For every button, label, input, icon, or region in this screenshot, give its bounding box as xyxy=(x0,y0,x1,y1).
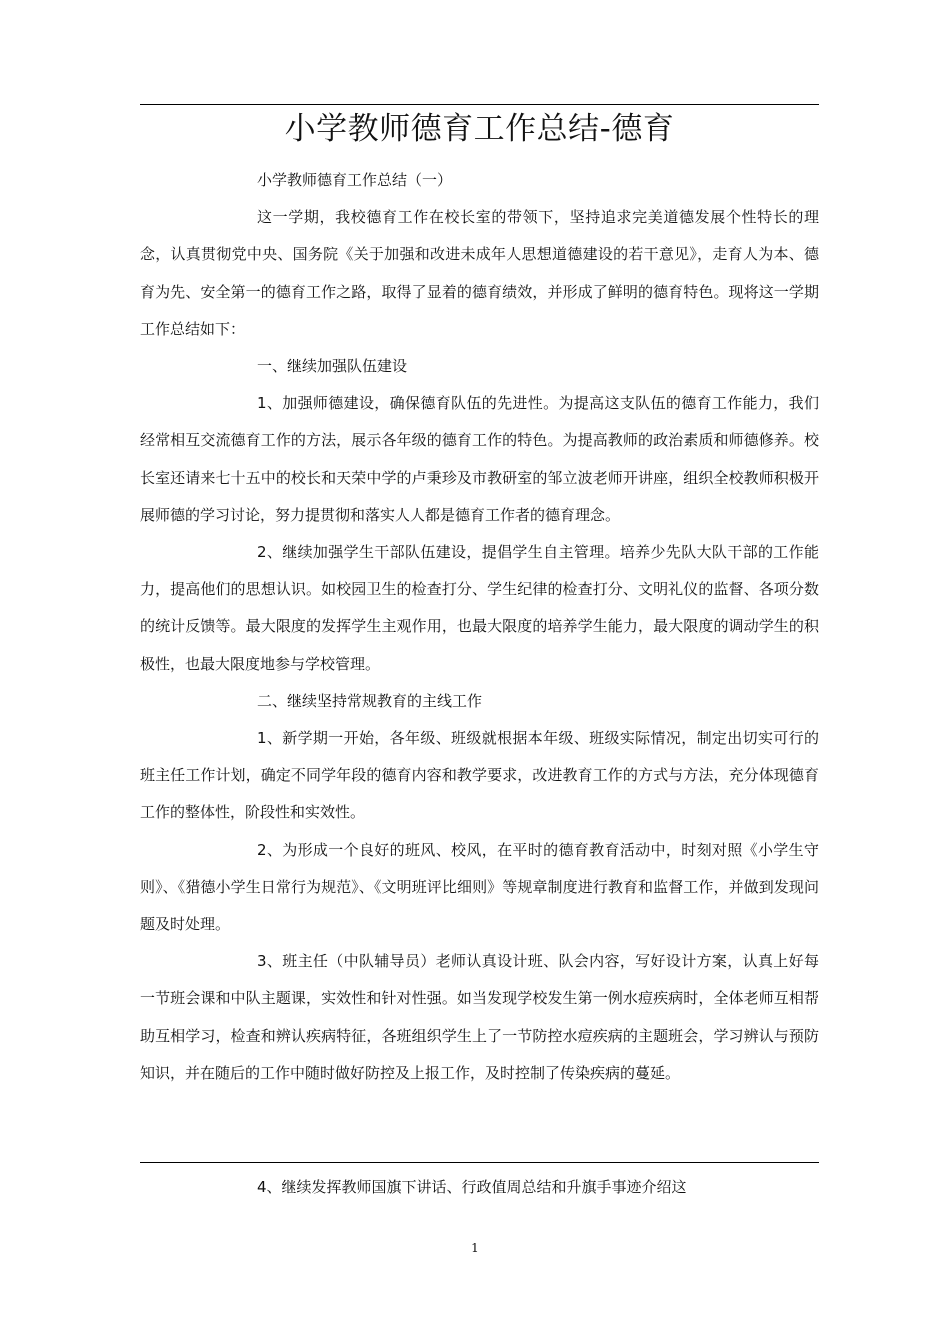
subtitle-paragraph: 小学教师德育工作总结（一） xyxy=(257,171,453,189)
footer-rule xyxy=(140,1162,819,1163)
body-paragraph: 1、新学期一开始，各年级、班级就根据本年级、班级实际情况，制定出切实可行的班主任工作计划，确定不同学年段的德育内容和教学要求，改进教育工作的方式与方法，充分体现德育工作的整体性，阶段性和实效性。 xyxy=(140,729,819,822)
body-paragraph: 1、加强师德建设，确保德育队伍的先进性。为提高这支队伍的德育工作能力，我们经常相互交流德育工作的方法，展示各年级的德育工作的特色。为提高教师的政治素质和师德修养。校长室还请来七十五中的校长和天荣中学的卢秉珍及市教研室的邹立波老师开讲座，组织全校教师积极开展师德的学习讨论，努力提贯彻和落实人人都是德育工作者的德育理念。 xyxy=(140,394,819,524)
body-paragraph: 3、班主任（中队辅导员）老师认真设计班、队会内容，写好设计方案，认真上好每一节班会课和中队主题课，实效性和针对性强。如当发现学校发生第一例水痘疾病时，全体老师互相帮助互相学习，检查和辨认疾病特征，各班组织学生上了一节防控水痘疾病的主题班会，学习辨认与预防知识，并在随后的工作中随时做好防控及上报工作，及时控制了传染疾病的蔓延。 xyxy=(140,952,819,1082)
document-title: 小学教师德育工作总结-德育 xyxy=(284,111,675,147)
intro-paragraph: 这一学期，我校德育工作在校长室的带领下，坚持追求完美道德发展个性特长的理念，认真贯彻党中央、国务院《关于加强和改进未成年人思想道德建设的若干意见》，走育人为本、德育为先、安全第一的德育工作之路，取得了显着的德育绩效，并形成了鲜明的德育特色。现将这一学期工作总结如下： xyxy=(140,208,819,338)
section-heading-1: 一、继续加强队伍建设 xyxy=(257,357,408,376)
section-heading-2: 二、继续坚持常规教育的主线工作 xyxy=(257,691,483,710)
header-rule xyxy=(140,104,819,105)
body-paragraph: 2、为形成一个良好的班风、校风，在平时的德育教育活动中，时刻对照《小学生守则》、《猎德小学生日常行为规范》、《文明班评比细则》等规章制度进行教育和监督工作，并做到发现问题及时处理。 xyxy=(140,840,819,934)
body-paragraph: 2、继续加强学生干部队伍建设，提倡学生自主管理。培养少先队大队干部的工作能力，提高他们的思想认识。如校园卫生的检查打分、学生纪律的检查打分、文明礼仪的监督、各项分数的统计反馈等。最大限度的发挥学生主观作用，也最大限度的培养学生能力，最大限度的调动学生的积极性，也最大限度地参与学校管理。 xyxy=(140,543,819,673)
page-number: 1 xyxy=(471,1241,479,1255)
continued-paragraph: 4、继续发挥教师国旗下讲话、行政值周总结和升旗手事迹介绍这 xyxy=(257,1178,687,1196)
document-body xyxy=(140,162,819,1092)
